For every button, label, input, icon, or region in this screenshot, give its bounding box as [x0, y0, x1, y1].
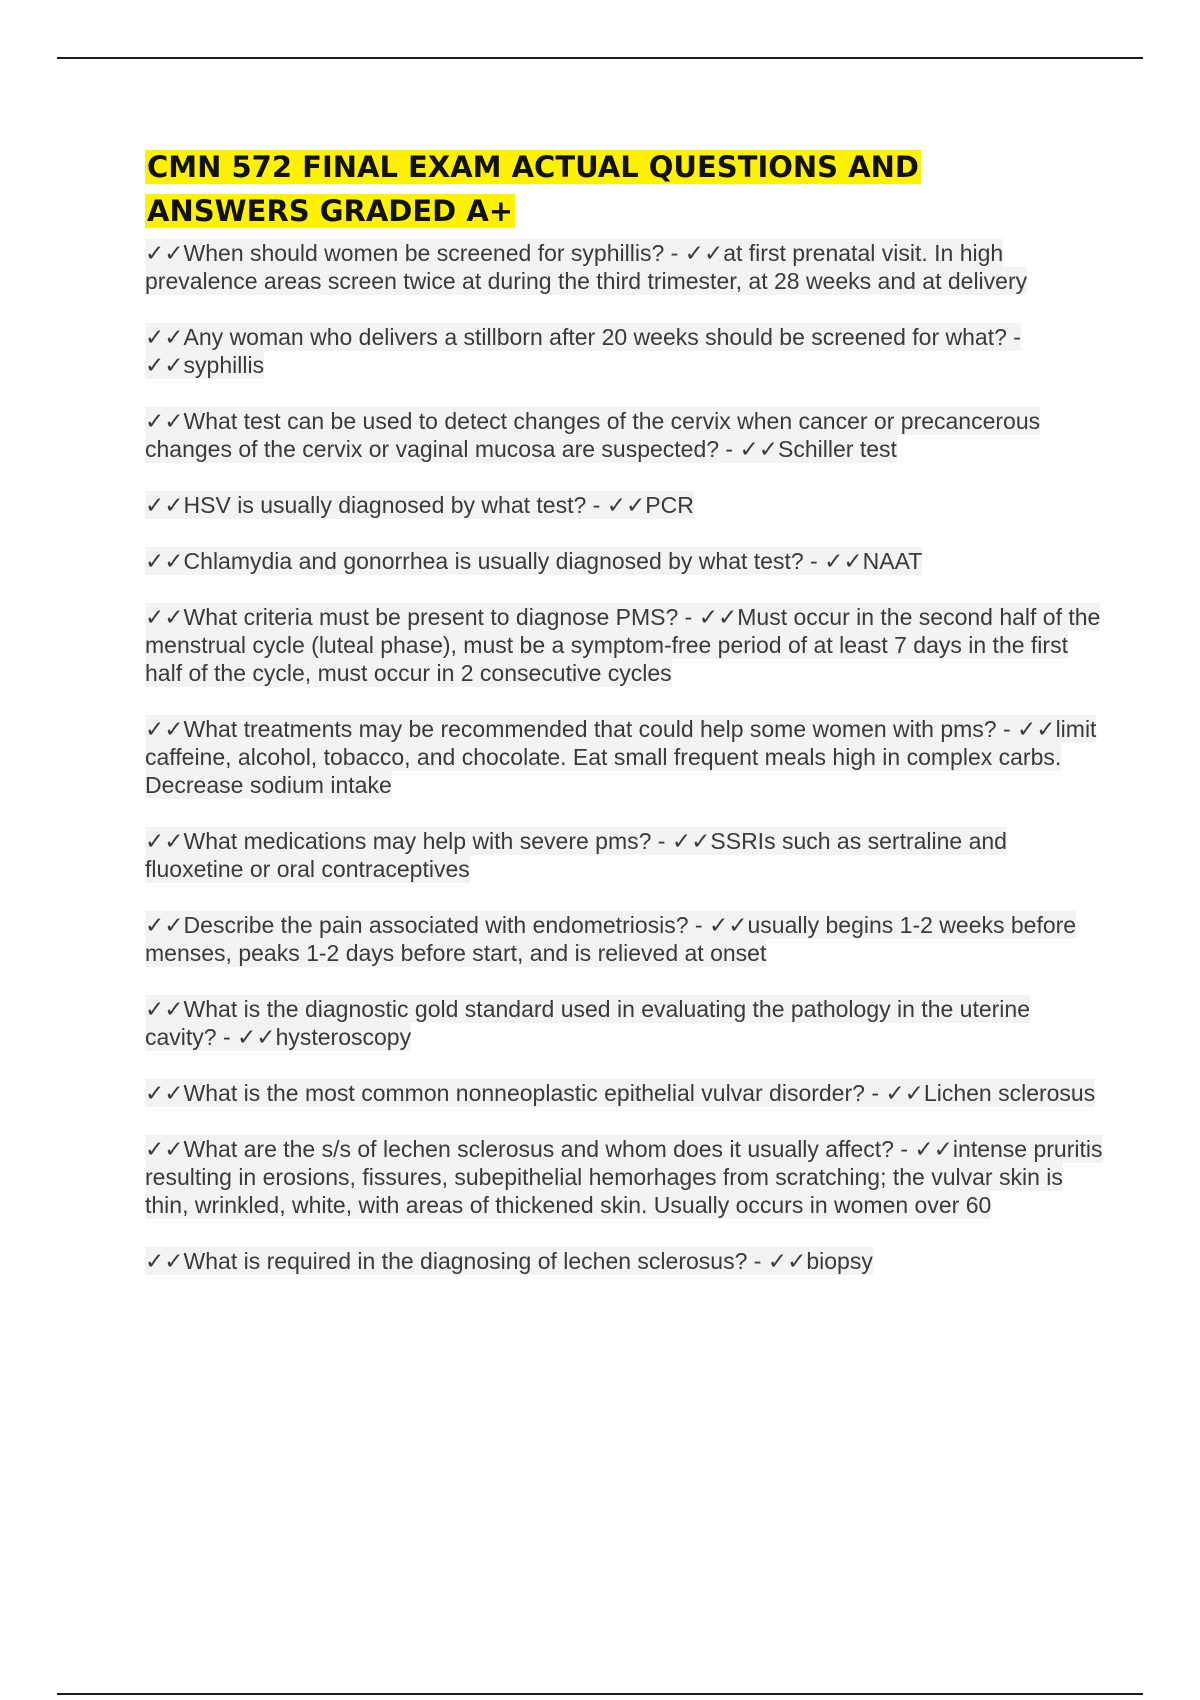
- qa-item: [145, 1247, 1105, 1275]
- qa-item-text: ✓✓What are the s/s of lechen sclerosus and whom does it usually affect? - ✓✓intense pruritis resulting in erosions, fissures, subepithelial hemorhages from scratching; the vulvar skin is thin, wrinkled, white, with areas of thickened skin. Usually occurs in women over 60: [145, 1136, 1103, 1218]
- qa-item: [145, 547, 1105, 575]
- footer-rule: [57, 1693, 1143, 1695]
- qa-item: [145, 407, 1105, 463]
- document-title-text: CMN 572 FINAL EXAM ACTUAL QUESTIONS AND ANSWERS GRADED A+: [147, 150, 919, 228]
- qa-item: [145, 827, 1105, 883]
- qa-item-text: ✓✓HSV is usually diagnosed by what test? - ✓✓PCR: [145, 492, 694, 518]
- qa-list: [145, 239, 1105, 1275]
- qa-item-text: ✓✓When should women be screened for syphillis? - ✓✓at first prenatal visit. In high prevalence areas screen twice at during the third trimester, at 28 weeks and at delivery: [145, 240, 1028, 294]
- qa-item-text: ✓✓Describe the pain associated with endometriosis? - ✓✓usually begins 1-2 weeks before menses, peaks 1-2 days before start, and is relieved at onset: [145, 912, 1077, 966]
- qa-item: [145, 323, 1105, 379]
- qa-item: [145, 995, 1105, 1051]
- qa-item-text: ✓✓What is required in the diagnosing of lechen sclerosus? - ✓✓biopsy: [145, 1248, 873, 1274]
- qa-item-text: ✓✓Any woman who delivers a stillborn after 20 weeks should be screened for what? - ✓✓syphillis: [145, 324, 1021, 378]
- document-body: [145, 145, 1105, 1303]
- qa-item: [145, 1079, 1105, 1107]
- qa-item-text: ✓✓What criteria must be present to diagnose PMS? - ✓✓Must occur in the second half of the menstrual cycle (luteal phase), must be a symptom-free period of at least 7 days in the first half of the cycle, must occur in 2 consecutive cycles: [145, 604, 1101, 686]
- qa-item: [145, 491, 1105, 519]
- qa-item-text: ✓✓Chlamydia and gonorrhea is usually diagnosed by what test? - ✓✓NAAT: [145, 548, 923, 574]
- qa-item-text: ✓✓What is the diagnostic gold standard used in evaluating the pathology in the uterine cavity? - ✓✓hysteroscopy: [145, 996, 1030, 1050]
- qa-item-text: ✓✓What treatments may be recommended that could help some women with pms? - ✓✓limit caffeine, alcohol, tobacco, and chocolate. Eat small frequent meals high in complex carbs. Decrease sodium intake: [145, 716, 1097, 798]
- qa-item: [145, 911, 1105, 967]
- qa-item: [145, 239, 1105, 295]
- header-rule: [57, 57, 1143, 59]
- qa-item: [145, 603, 1105, 687]
- qa-item-text: ✓✓What is the most common nonneoplastic epithelial vulvar disorder? - ✓✓Lichen sclerosus: [145, 1080, 1096, 1106]
- qa-item-text: ✓✓What test can be used to detect changes of the cervix when cancer or precancerous changes of the cervix or vaginal mucosa are suspected? - ✓✓Schiller test: [145, 408, 1041, 462]
- qa-item: [145, 1135, 1105, 1219]
- qa-item-text: ✓✓What medications may help with severe pms? - ✓✓SSRIs such as sertraline and fluoxetine or oral contraceptives: [145, 828, 1007, 882]
- qa-item: [145, 715, 1105, 799]
- document-title: [145, 145, 945, 233]
